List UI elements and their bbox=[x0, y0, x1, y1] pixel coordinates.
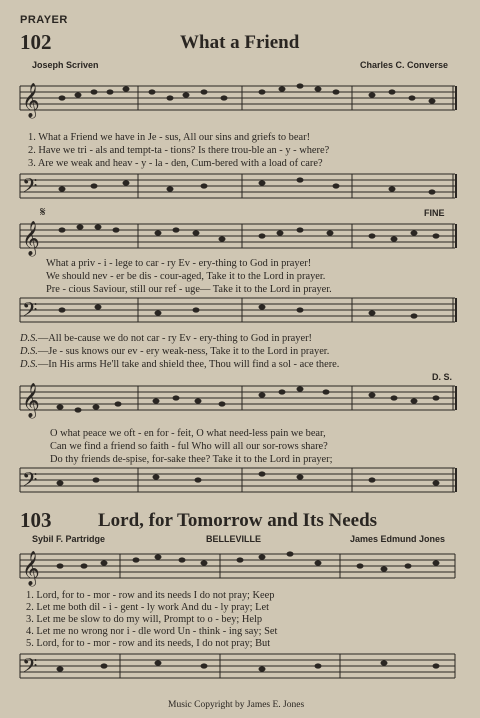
music-staff-treble bbox=[0, 372, 480, 430]
ds-text: —All be-cause we do not car - ry Ev - ery-thing to God in prayer! bbox=[37, 333, 313, 344]
ds-line bbox=[20, 333, 312, 346]
svg-text:𝄢: 𝄢 bbox=[22, 654, 38, 682]
ds-prefix: D.S. bbox=[20, 333, 38, 344]
ds-prefix: D.S. bbox=[20, 346, 38, 357]
verse-line: Do thy friends de-spise, for-sake thee? Take it to the Lord in prayer; bbox=[50, 454, 333, 465]
verse-line: 1. Lord, for to - mor - row and its needs I do not pray; Keep bbox=[26, 590, 275, 601]
hymn-number-102: 102 bbox=[20, 30, 52, 54]
copyright-notice: Music Copyright by James E. Jones bbox=[168, 700, 305, 710]
ds-line bbox=[20, 359, 339, 372]
lyricist-102: Joseph Scriven bbox=[32, 60, 99, 70]
hymn-title-102: What a Friend bbox=[180, 32, 300, 53]
composer-103: James Edmund Jones bbox=[350, 534, 446, 544]
verse-line: 2. Let me both dil - i - gent - ly work And du - ly pray; Let bbox=[26, 602, 269, 613]
verse-line: O what peace we oft - en for - feit, O what need-less pain we bear, bbox=[50, 428, 326, 439]
hymn-number-103: 103 bbox=[20, 508, 52, 532]
tune-name-103: BELLEVILLE bbox=[206, 534, 262, 544]
svg-text:𝄞: 𝄞 bbox=[22, 83, 40, 118]
svg-text:𝄢: 𝄢 bbox=[22, 468, 38, 496]
svg-text:𝄢: 𝄢 bbox=[22, 298, 38, 326]
svg-text:𝄢: 𝄢 bbox=[22, 174, 38, 202]
ds-line bbox=[20, 346, 329, 359]
music-staff-treble bbox=[0, 540, 480, 592]
composer-102: Charles C. Converse bbox=[360, 60, 449, 70]
refrain-line: Pre - cious Saviour, still our ref - uge— Take it to the Lord in prayer. bbox=[46, 284, 332, 295]
svg-text:𝄞: 𝄞 bbox=[22, 383, 40, 418]
lyricist-103: Sybil F. Partridge bbox=[32, 534, 106, 544]
verse-line: 3. Are we weak and heav - y - la - den, Cum-bered with a load of care? bbox=[28, 158, 323, 169]
verse-line: 2. Have we tri - als and tempt-ta - tions? Is there trou-ble an - y - where? bbox=[28, 145, 330, 156]
fine-marker: FINE bbox=[424, 208, 445, 218]
refrain-line: We should nev - er be dis - cour-aged, Take it to the Lord in prayer. bbox=[46, 271, 326, 282]
segno-icon: 𝄋 bbox=[40, 206, 46, 220]
hymn-title-103: Lord, for Tomorrow and Its Needs bbox=[98, 510, 378, 531]
svg-text:𝄞: 𝄞 bbox=[22, 551, 40, 586]
music-staff-treble bbox=[0, 70, 480, 132]
ds-text: —In His arms He'll take and shield thee, Thou will find a sol - ace there. bbox=[37, 359, 340, 370]
ds-marker: D. S. bbox=[432, 372, 453, 382]
svg-text:𝄞: 𝄞 bbox=[22, 221, 40, 256]
ds-prefix: D.S. bbox=[20, 359, 38, 370]
music-staff-bass bbox=[0, 648, 480, 688]
music-staff-bass bbox=[0, 462, 480, 502]
refrain-line: What a priv - i - lege to car - ry Ev - ery-thing to God in prayer! bbox=[46, 258, 312, 269]
music-staff-bass bbox=[0, 292, 480, 332]
ds-text: —Je - sus knows our ev - ery weak-ness, Take it to the Lord in prayer. bbox=[37, 346, 330, 357]
verse-line: Can we find a friend so faith - ful Who will all our sor-rows share? bbox=[50, 441, 328, 452]
verse-line: 1. What a Friend we have in Je - sus, All our sins and griefs to bear! bbox=[28, 132, 311, 143]
verse-line: 4. Let me no wrong nor i - dle word Un - think - ing say; Set bbox=[26, 626, 278, 637]
verse-line: 3. Let me be slow to do my will, Prompt to o - bey; Help bbox=[26, 614, 263, 625]
verse-line: 5. Lord, for to - mor - row and its needs, I do not pray; But bbox=[26, 638, 271, 649]
section-label: PRAYER bbox=[20, 14, 68, 26]
music-staff-treble bbox=[0, 206, 480, 258]
